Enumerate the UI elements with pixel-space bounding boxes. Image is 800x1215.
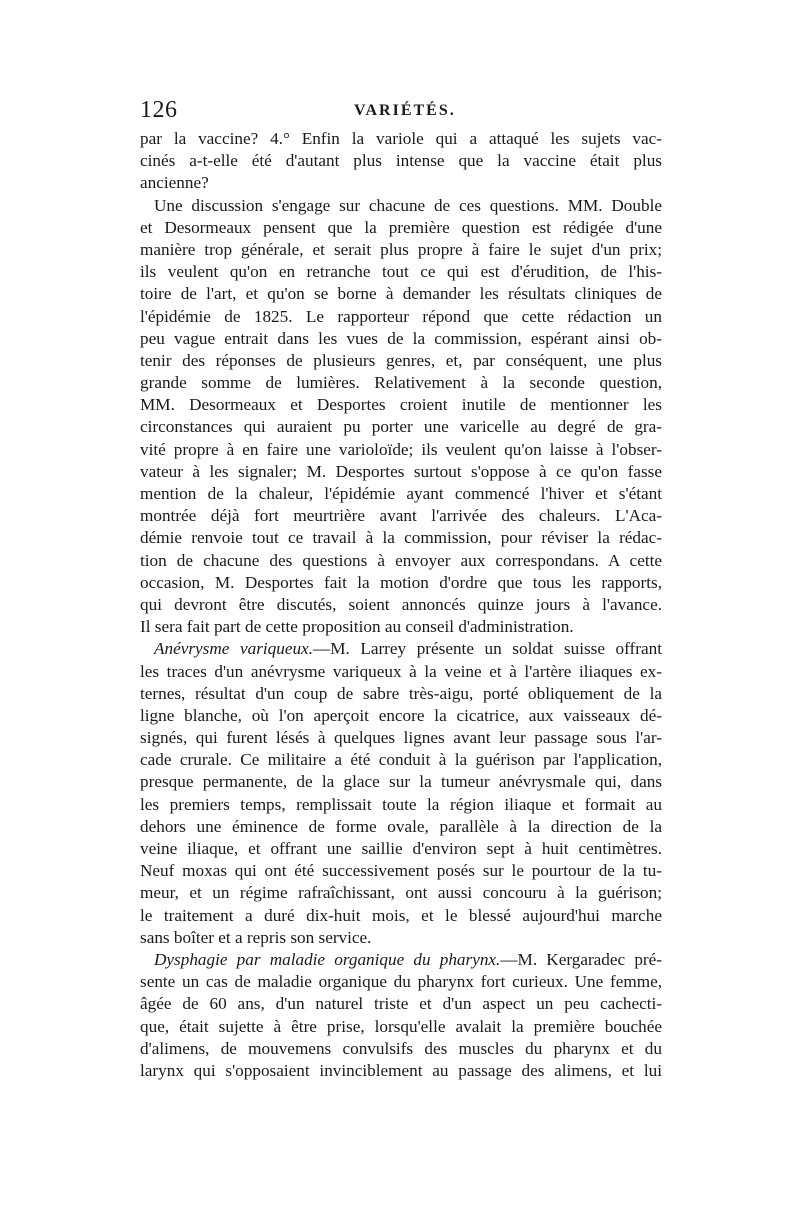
text-line xyxy=(140,483,662,505)
line-text: l'épidémie de 1825. Le rapporteur répond que cette rédaction un xyxy=(140,306,662,326)
text-line xyxy=(140,350,662,372)
text-line xyxy=(140,993,662,1015)
line-text: peu vague entrait dans les vues de la commission, espérant ainsi ob- xyxy=(140,328,662,348)
line-text: démie renvoie tout ce travail à la commission, pour réviser la rédac- xyxy=(140,528,662,548)
text-line xyxy=(140,860,662,882)
text-line xyxy=(140,1016,662,1038)
line-text: —M. Kergaradec pré- xyxy=(500,949,662,969)
line-text: d'alimens, de mouvemens convulsifs des muscles du pharynx et du xyxy=(140,1038,662,1058)
text-line xyxy=(140,638,662,660)
line-text: toire de l'art, et qu'on se borne à demander les résultats cliniques de xyxy=(140,284,662,304)
text-line xyxy=(140,727,662,749)
line-text: les traces d'un anévrysme variqueux à la veine et à l'artère iliaques ex- xyxy=(140,661,662,681)
section-heading: Dysphagie par maladie organique du pharynx. xyxy=(154,949,501,969)
text-line xyxy=(140,927,662,949)
line-text: le traitement a duré dix-huit mois, et le blessé aujourd'hui marche xyxy=(140,905,662,925)
text-line xyxy=(140,949,662,971)
text-line xyxy=(140,794,662,816)
text-line xyxy=(140,661,662,683)
line-text: les premiers temps, remplissait toute la région iliaque et formait au xyxy=(140,794,662,814)
line-text: Il sera fait part de cette proposition au conseil d'administration. xyxy=(140,617,574,637)
line-text: âgée de 60 ans, d'un naturel triste et d'un aspect un peu cachecti- xyxy=(140,994,662,1014)
line-text: ancienne? xyxy=(140,173,209,193)
text-line xyxy=(140,550,662,572)
text-line xyxy=(140,306,662,328)
text-line xyxy=(140,217,662,239)
line-text: circonstances qui auraient pu porter une varicelle au degré de gra- xyxy=(140,417,662,437)
text-line xyxy=(140,882,662,904)
text-line xyxy=(140,416,662,438)
line-text: dehors une éminence de forme ovale, parallèle à la direction de la xyxy=(140,816,662,836)
page-number: 126 xyxy=(140,97,178,123)
text-line xyxy=(140,816,662,838)
line-text: signés, qui furent lésés à quelques lignes avant leur passage sous l'ar- xyxy=(140,728,662,748)
line-text: par la vaccine? 4.° Enfin la variole qui a attaqué les sujets vac- xyxy=(140,129,662,148)
line-text: ternes, résultat d'un coup de sabre très-aigu, porté obliquement de la xyxy=(140,683,662,703)
text-line xyxy=(140,1060,662,1082)
line-text: ligne blanche, où l'on aperçoit encore la cicatrice, aux vaisseaux dé- xyxy=(140,705,662,725)
line-text: mention de la chaleur, l'épidémie ayant commencé l'hiver et s'étant xyxy=(140,484,662,503)
line-text: tenir des réponses de plusieurs genres, et, par conséquent, une plus xyxy=(140,350,662,370)
line-text: sente un cas de maladie organique du pharynx fort curieux. Une femme, xyxy=(140,972,662,992)
section-heading: Anévrysme variqueux. xyxy=(154,639,313,659)
line-text: sans boîter et a repris son service. xyxy=(140,927,372,947)
line-text: cade crurale. Ce militaire a été conduit à la guérison par l'application, xyxy=(140,750,662,770)
line-text: MM. Desormeaux et Desportes croient inutile de mentionner les xyxy=(140,395,662,415)
text-line xyxy=(140,971,662,993)
line-text: larynx qui s'opposaient invinciblement au passage des alimens, et lui xyxy=(140,1060,662,1080)
text-line xyxy=(140,439,662,461)
line-text: tion de chacune des questions à envoyer aux correspondans. A cette xyxy=(140,550,662,570)
text-line xyxy=(140,505,662,527)
line-text: et Desormeaux pensent que la première question est rédigée d'une xyxy=(140,217,662,237)
body-text xyxy=(140,128,662,1082)
text-line xyxy=(140,594,662,616)
text-line xyxy=(140,239,662,261)
line-text: ils veulent qu'on en retranche tout ce qui est d'érudition, de l'his- xyxy=(140,262,662,282)
line-text: Neuf moxas qui ont été successivement posés sur le pourtour de la tu- xyxy=(140,861,662,881)
line-text: manière trop générale, et serait plus propre à faire le sujet d'un prix; xyxy=(140,239,662,259)
text-line xyxy=(140,1038,662,1060)
text-line xyxy=(140,461,662,483)
text-line xyxy=(140,838,662,860)
text-line xyxy=(140,705,662,727)
text-line xyxy=(140,572,662,594)
line-text: que, était sujette à être prise, lorsqu'elle avalait la première bouchée xyxy=(140,1016,662,1036)
text-line xyxy=(140,283,662,305)
text-line xyxy=(140,195,662,217)
text-line xyxy=(140,683,662,705)
line-text: presque permanente, de la glace sur la tumeur anévrysmale qui, dans xyxy=(140,772,662,792)
text-line xyxy=(140,771,662,793)
text-line xyxy=(140,261,662,283)
line-text: cinés a-t-elle été d'autant plus intense que la vaccine était plus xyxy=(140,151,662,171)
line-text: vité propre à en faire une varioloïde; ils veulent qu'on laisse à l'obser- xyxy=(140,439,662,459)
page-header xyxy=(140,97,662,125)
text-line xyxy=(140,150,662,172)
text-line xyxy=(140,372,662,394)
line-text: montrée déjà fort meurtrière avant l'arrivée des chaleurs. L'Aca- xyxy=(140,506,662,526)
text-line xyxy=(140,328,662,350)
running-head: VARIÉTÉS. xyxy=(354,102,456,119)
text-line xyxy=(140,394,662,416)
line-text: vateur à les signaler; M. Desportes surtout s'oppose à ce qu'on fasse xyxy=(140,461,662,481)
text-line xyxy=(140,172,662,194)
line-text: Une discussion s'engage sur chacune de ces questions. MM. Double xyxy=(154,195,662,215)
text-line xyxy=(140,527,662,549)
line-text: —M. Larrey présente un soldat suisse offrant xyxy=(313,639,662,659)
text-line xyxy=(140,905,662,927)
text-line xyxy=(140,749,662,771)
text-line xyxy=(140,616,662,638)
line-text: occasion, M. Desportes fait la motion d'ordre que tous les rapports, xyxy=(140,572,662,592)
text-line xyxy=(140,128,662,150)
line-text: qui devront être discutés, soient annoncés quinze jours à l'avance. xyxy=(140,594,662,614)
line-text: veine iliaque, et offrant une saillie d'environ sept à huit centimètres. xyxy=(140,839,662,858)
line-text: meur, et un régime rafraîchissant, ont aussi concouru à la guérison; xyxy=(140,883,662,903)
line-text: grande somme de lumières. Relativement à la seconde question, xyxy=(140,373,662,393)
